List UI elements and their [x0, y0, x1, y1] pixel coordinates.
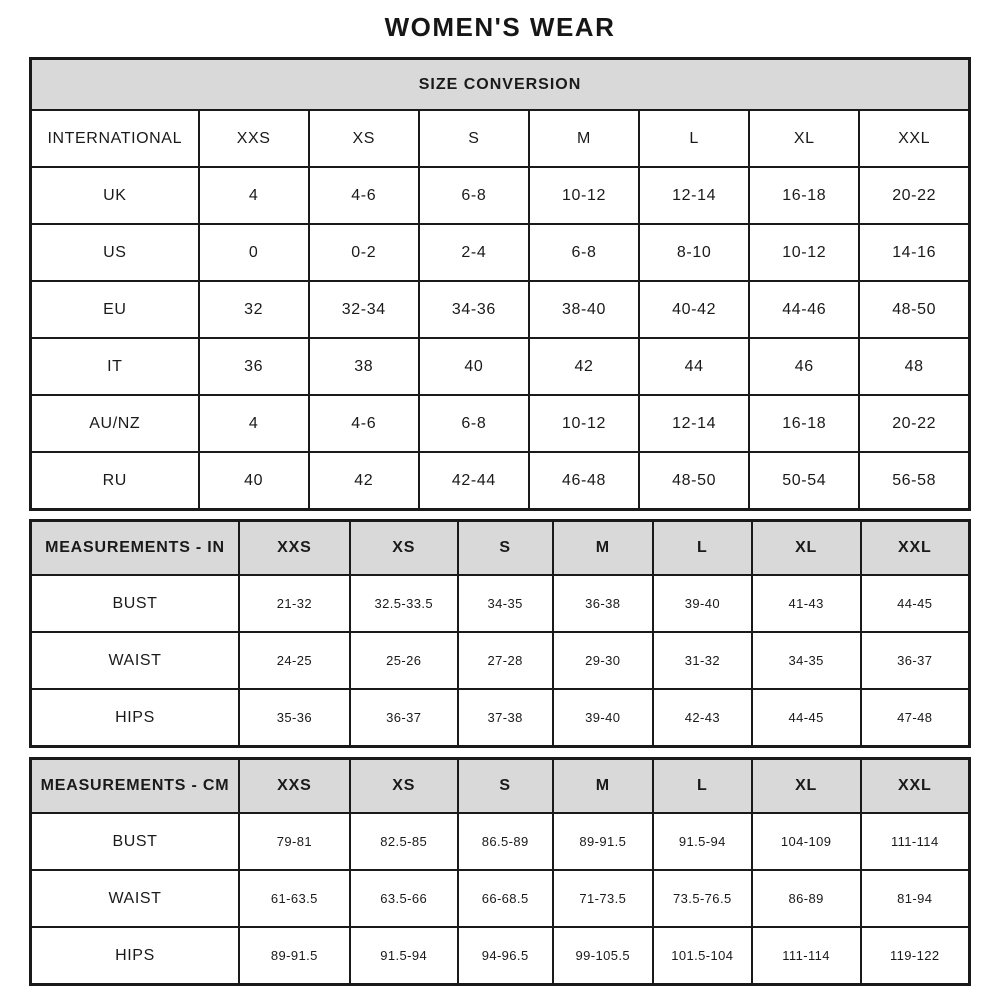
cell: 111-114: [752, 927, 861, 985]
cell: 40: [199, 452, 309, 510]
cell: 44-45: [752, 689, 861, 747]
measurements-cm-table: [29, 757, 971, 986]
cell: 35-36: [239, 689, 350, 747]
col-header-xxs: XXS: [239, 521, 350, 576]
table-caption-row: [31, 59, 970, 111]
cell: 12-14: [639, 167, 749, 224]
cell: 4: [199, 167, 309, 224]
cell: 36-37: [350, 689, 458, 747]
cell: 32.5-33.5: [350, 575, 458, 632]
cell: 34-35: [752, 632, 861, 689]
measurements-cm-title: MEASUREMENTS - CM: [31, 759, 239, 814]
cell: 0-2: [309, 224, 419, 281]
cell: 104-109: [752, 813, 861, 870]
cell: 36-38: [553, 575, 653, 632]
cell: 41-43: [752, 575, 861, 632]
cell: 44: [639, 338, 749, 395]
cell: 25-26: [350, 632, 458, 689]
cell: 46: [749, 338, 859, 395]
cell: 48-50: [639, 452, 749, 510]
cell: 16-18: [749, 395, 859, 452]
row-label-us: US: [31, 224, 199, 281]
cell: 111-114: [861, 813, 970, 870]
cell: 20-22: [859, 167, 969, 224]
measurements-in-header-row: [31, 521, 970, 576]
cell: 56-58: [859, 452, 969, 510]
col-header-xxs: XXS: [239, 759, 350, 814]
table-row-hips-in: [31, 689, 970, 747]
page-title: WOMEN'S WEAR: [384, 12, 616, 42]
measurements-in-title: MEASUREMENTS - IN: [31, 521, 239, 576]
col-header-xxs: XXS: [199, 110, 309, 167]
col-header-l: L: [653, 759, 752, 814]
cell: 42-43: [653, 689, 752, 747]
cell: 91.5-94: [653, 813, 752, 870]
col-header-xl: XL: [752, 759, 861, 814]
cell: 42: [309, 452, 419, 510]
cell: 6-8: [419, 395, 529, 452]
table-row-bust-in: [31, 575, 970, 632]
cell: 10-12: [529, 395, 639, 452]
cell: 91.5-94: [350, 927, 458, 985]
col-header-s: S: [458, 521, 553, 576]
cell: 38: [309, 338, 419, 395]
cell: 46-48: [529, 452, 639, 510]
cell: 48-50: [859, 281, 969, 338]
row-label-aunz: AU/NZ: [31, 395, 199, 452]
col-header-l: L: [653, 521, 752, 576]
table-row-bust-cm: [31, 813, 970, 870]
cell: 0: [199, 224, 309, 281]
cell: 101.5-104: [653, 927, 752, 985]
cell: 81-94: [861, 870, 970, 927]
cell: 6-8: [419, 167, 529, 224]
cell: 86.5-89: [458, 813, 553, 870]
cell: 8-10: [639, 224, 749, 281]
cell: 14-16: [859, 224, 969, 281]
col-header-xl: XL: [749, 110, 859, 167]
cell: 24-25: [239, 632, 350, 689]
cell: 89-91.5: [553, 813, 653, 870]
table-row-ru: [31, 452, 970, 510]
col-header-m: M: [529, 110, 639, 167]
col-header-s: S: [458, 759, 553, 814]
cell: 47-48: [861, 689, 970, 747]
cell: 38-40: [529, 281, 639, 338]
cell: 79-81: [239, 813, 350, 870]
row-label-it: IT: [31, 338, 199, 395]
col-header-xxl: XXL: [861, 759, 970, 814]
col-header-xs: XS: [350, 759, 458, 814]
cell: 29-30: [553, 632, 653, 689]
cell: 21-32: [239, 575, 350, 632]
cell: 82.5-85: [350, 813, 458, 870]
cell: 39-40: [653, 575, 752, 632]
size-header-row: [31, 110, 970, 167]
table-row-uk: [31, 167, 970, 224]
table-row-aunz: [31, 395, 970, 452]
col-header-international: INTERNATIONAL: [31, 110, 199, 167]
cell: 39-40: [553, 689, 653, 747]
table-row-hips-cm: [31, 927, 970, 985]
cell: 73.5-76.5: [653, 870, 752, 927]
cell: 10-12: [749, 224, 859, 281]
table-row-waist-in: [31, 632, 970, 689]
col-header-l: L: [639, 110, 749, 167]
cell: 34-35: [458, 575, 553, 632]
cell: 16-18: [749, 167, 859, 224]
cell: 44-46: [749, 281, 859, 338]
cell: 6-8: [529, 224, 639, 281]
cell: 86-89: [752, 870, 861, 927]
col-header-xs: XS: [350, 521, 458, 576]
row-label-hips: HIPS: [31, 689, 239, 747]
cell: 10-12: [529, 167, 639, 224]
cell: 89-91.5: [239, 927, 350, 985]
row-label-eu: EU: [31, 281, 199, 338]
row-label-waist: WAIST: [31, 870, 239, 927]
cell: 48: [859, 338, 969, 395]
measurements-cm-header-row: [31, 759, 970, 814]
cell: 32: [199, 281, 309, 338]
size-conversion-title: SIZE CONVERSION: [31, 59, 970, 111]
row-label-bust: BUST: [31, 575, 239, 632]
cell: 20-22: [859, 395, 969, 452]
cell: 42-44: [419, 452, 529, 510]
col-header-xxl: XXL: [859, 110, 969, 167]
cell: 31-32: [653, 632, 752, 689]
cell: 94-96.5: [458, 927, 553, 985]
cell: 40: [419, 338, 529, 395]
table-row-waist-cm: [31, 870, 970, 927]
cell: 2-4: [419, 224, 529, 281]
col-header-xl: XL: [752, 521, 861, 576]
cell: 4: [199, 395, 309, 452]
cell: 63.5-66: [350, 870, 458, 927]
cell: 44-45: [861, 575, 970, 632]
cell: 36-37: [861, 632, 970, 689]
measurements-in-table: [29, 519, 971, 748]
cell: 37-38: [458, 689, 553, 747]
cell: 27-28: [458, 632, 553, 689]
table-row-eu: [31, 281, 970, 338]
row-label-uk: UK: [31, 167, 199, 224]
col-header-xs: XS: [309, 110, 419, 167]
row-label-ru: RU: [31, 452, 199, 510]
cell: 4-6: [309, 167, 419, 224]
cell: 61-63.5: [239, 870, 350, 927]
cell: 42: [529, 338, 639, 395]
cell: 71-73.5: [553, 870, 653, 927]
col-header-m: M: [553, 759, 653, 814]
row-label-bust: BUST: [31, 813, 239, 870]
cell: 36: [199, 338, 309, 395]
cell: 119-122: [861, 927, 970, 985]
table-row-it: [31, 338, 970, 395]
cell: 12-14: [639, 395, 749, 452]
cell: 66-68.5: [458, 870, 553, 927]
cell: 4-6: [309, 395, 419, 452]
col-header-s: S: [419, 110, 529, 167]
cell: 50-54: [749, 452, 859, 510]
table-row-us: [31, 224, 970, 281]
cell: 32-34: [309, 281, 419, 338]
row-label-hips: HIPS: [31, 927, 239, 985]
size-conversion-table: [29, 57, 971, 511]
cell: 40-42: [639, 281, 749, 338]
col-header-m: M: [553, 521, 653, 576]
row-label-waist: WAIST: [31, 632, 239, 689]
cell: 34-36: [419, 281, 529, 338]
col-header-xxl: XXL: [861, 521, 970, 576]
cell: 99-105.5: [553, 927, 653, 985]
